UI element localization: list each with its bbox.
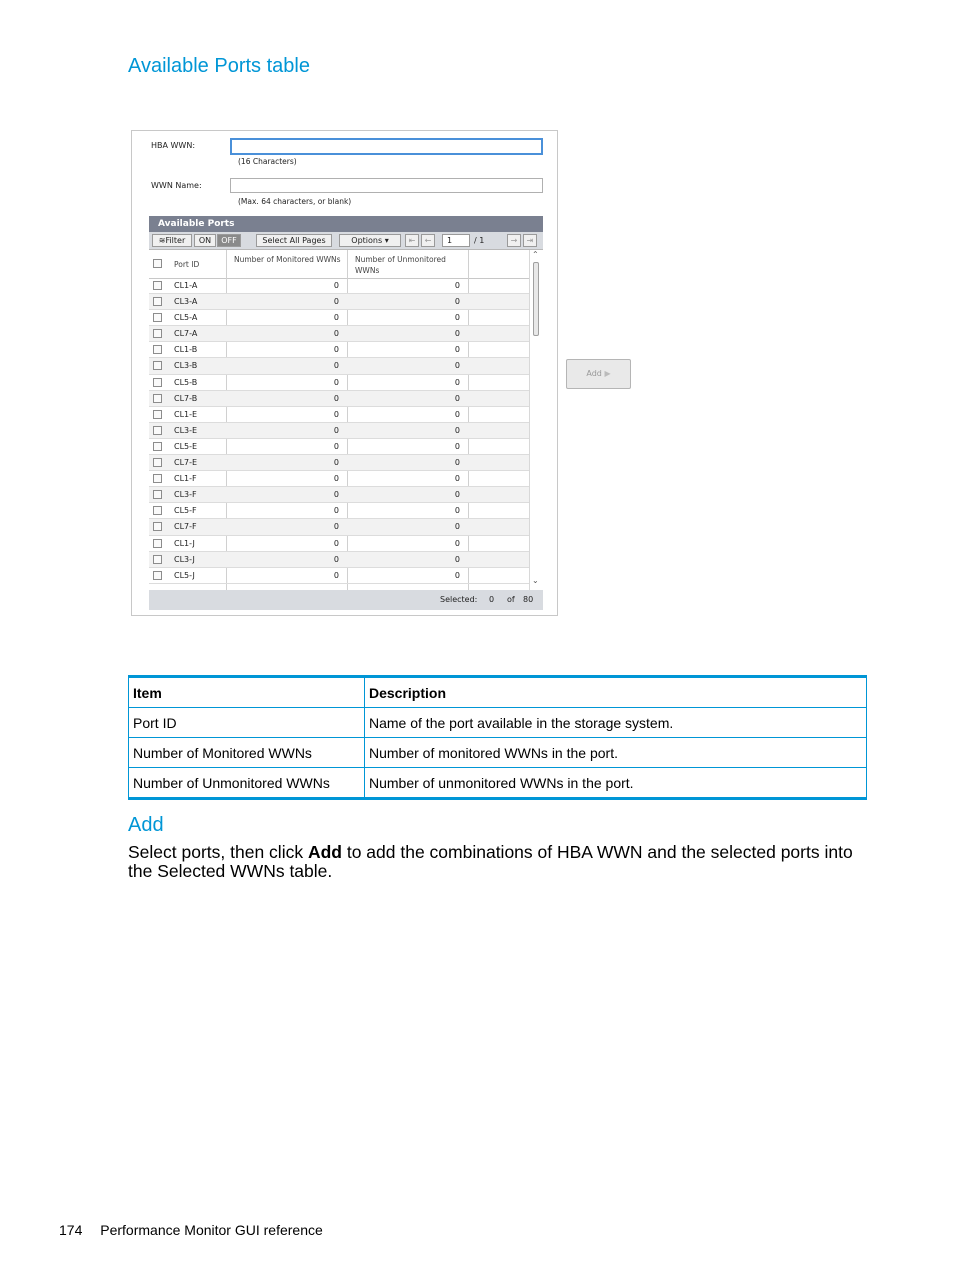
- selected-label: Selected:: [440, 595, 478, 604]
- unmonitored-cell: 0: [454, 361, 460, 371]
- table-row[interactable]: [149, 423, 529, 439]
- table-row[interactable]: [149, 471, 529, 487]
- item-description-table: [128, 675, 867, 800]
- add-button-label: Add: [586, 369, 602, 378]
- options-button[interactable]: Options ▾: [339, 234, 401, 247]
- port-id-cell: CL3-E: [174, 425, 198, 435]
- section-heading-add: Add: [128, 814, 164, 836]
- add-button[interactable]: [566, 359, 631, 389]
- row-checkbox[interactable]: [153, 378, 162, 387]
- page-footer: [59, 1222, 323, 1238]
- monitored-cell: 0: [333, 458, 339, 468]
- page-number-input[interactable]: 1: [442, 234, 470, 247]
- unmonitored-cell: 0: [454, 409, 460, 419]
- monitored-cell: 0: [333, 554, 339, 564]
- port-id-cell: CL7-B: [174, 393, 198, 403]
- select-all-checkbox[interactable]: [153, 259, 162, 268]
- port-id-cell: CL5-E: [174, 441, 198, 451]
- row-checkbox[interactable]: [153, 490, 162, 499]
- selected-count: 0: [489, 595, 495, 604]
- port-id-cell: CL1-B: [174, 345, 198, 355]
- unmonitored-cell: 0: [454, 474, 460, 484]
- table-row[interactable]: [149, 294, 529, 310]
- prev-page-icon[interactable]: ←: [421, 234, 435, 247]
- row-checkbox[interactable]: [153, 522, 162, 531]
- scroll-down-icon[interactable]: ⌄: [532, 576, 539, 585]
- monitored-cell: 0: [333, 345, 339, 355]
- monitored-cell: 0: [333, 313, 339, 323]
- monitored-cell: 0: [333, 297, 339, 307]
- page-number: 174: [59, 1222, 83, 1238]
- row-checkbox[interactable]: [153, 297, 162, 306]
- port-id-cell: CL1-F: [174, 474, 197, 484]
- port-id-cell: CL7-A: [174, 329, 198, 339]
- description-cell: Number of unmonitored WWNs in the port.: [365, 768, 867, 799]
- table-row[interactable]: [149, 358, 529, 374]
- add-text-before: Select ports, then click: [128, 842, 308, 862]
- table-row[interactable]: [149, 455, 529, 471]
- section-heading-available-ports: Available Ports table: [128, 55, 310, 77]
- wwn-name-label: WWN Name:: [151, 181, 202, 190]
- add-text-bold: Add: [307, 842, 342, 862]
- unmonitored-cell: 0: [454, 458, 460, 468]
- monitored-cell: 0: [333, 538, 339, 548]
- table-row[interactable]: [149, 536, 529, 552]
- last-page-icon[interactable]: ⇥: [523, 234, 537, 247]
- wwn-name-hint: (Max. 64 characters, or blank): [238, 197, 352, 206]
- unmonitored-cell: 0: [454, 425, 460, 435]
- monitored-cell: 0: [333, 377, 339, 387]
- ports-footer: [149, 590, 543, 610]
- item-cell: Port ID: [129, 708, 365, 738]
- page-total: / 1: [474, 236, 485, 245]
- filter-button[interactable]: ≋Filter: [152, 234, 192, 247]
- row-checkbox[interactable]: [153, 571, 162, 580]
- description-cell: Name of the port available in the storage system.: [365, 708, 867, 738]
- footer-title: Performance Monitor GUI reference: [100, 1222, 323, 1238]
- unmonitored-cell: 0: [454, 490, 460, 500]
- ports-scrollbar[interactable]: [529, 250, 543, 590]
- ports-grid-body: [149, 278, 529, 590]
- hba-wwn-label: HBA WWN:: [151, 141, 196, 150]
- table-row[interactable]: [149, 519, 529, 535]
- port-id-cell: CL3-A: [174, 297, 198, 307]
- unmonitored-cell: 0: [454, 297, 460, 307]
- header-item: Item: [129, 677, 365, 708]
- port-id-cell: CL3-F: [174, 490, 197, 500]
- add-text-after: to add the combinations of HBA WWN and the selected ports into the Selected WWNs table.: [128, 842, 853, 881]
- next-page-icon[interactable]: →: [507, 234, 521, 247]
- item-cell: Number of Monitored WWNs: [129, 738, 365, 768]
- unmonitored-cell: 0: [454, 522, 460, 532]
- row-checkbox[interactable]: [153, 313, 162, 322]
- wwn-dialog-screenshot: [131, 130, 558, 616]
- table-row[interactable]: [149, 278, 529, 294]
- monitored-cell: 0: [333, 506, 339, 516]
- col-port-id[interactable]: Port ID: [174, 260, 200, 269]
- of-label: of: [507, 595, 515, 604]
- unmonitored-cell: 0: [454, 538, 460, 548]
- row-checkbox[interactable]: [153, 329, 162, 338]
- monitored-cell: 0: [333, 570, 339, 580]
- select-all-pages-button[interactable]: Select All Pages: [256, 234, 332, 247]
- unmonitored-cell: 0: [454, 393, 460, 403]
- hba-wwn-hint: (16 Characters): [238, 157, 297, 166]
- monitored-cell: 0: [333, 409, 339, 419]
- table-row[interactable]: [149, 568, 529, 584]
- filter-on-toggle[interactable]: ON: [194, 234, 216, 247]
- port-id-cell: CL5-B: [174, 377, 198, 387]
- row-checkbox[interactable]: [153, 555, 162, 564]
- scroll-up-icon[interactable]: ⌃: [532, 250, 539, 259]
- monitored-cell: 0: [333, 329, 339, 339]
- hba-wwn-input[interactable]: [230, 138, 543, 155]
- filter-off-toggle[interactable]: OFF: [217, 234, 241, 247]
- table-row[interactable]: [149, 391, 529, 407]
- unmonitored-cell: 0: [454, 313, 460, 323]
- item-cell: Number of Unmonitored WWNs: [129, 768, 365, 799]
- table-row[interactable]: [149, 326, 529, 342]
- monitored-cell: 0: [333, 441, 339, 451]
- table-row[interactable]: [149, 342, 529, 358]
- table-row[interactable]: [149, 503, 529, 519]
- unmonitored-cell: 0: [454, 506, 460, 516]
- unmonitored-cell: 0: [454, 281, 460, 290]
- table-row[interactable]: [149, 487, 529, 503]
- row-checkbox[interactable]: [153, 394, 162, 403]
- port-id-cell: CL5-A: [174, 313, 198, 323]
- unmonitored-cell: 0: [454, 570, 460, 580]
- port-id-cell: CL1-E: [174, 409, 198, 419]
- total-count: 80: [523, 595, 534, 604]
- wwn-name-input[interactable]: [230, 178, 543, 193]
- row-checkbox[interactable]: [153, 345, 162, 354]
- table-row[interactable]: [149, 375, 529, 391]
- port-id-cell: CL7-F: [174, 522, 197, 532]
- unmonitored-cell: 0: [454, 345, 460, 355]
- port-id-cell: CL3-B: [174, 361, 198, 371]
- first-page-icon[interactable]: ⇤: [405, 234, 419, 247]
- port-id-cell: CL3-J: [174, 554, 195, 564]
- row-checkbox[interactable]: [153, 474, 162, 483]
- monitored-cell: 0: [333, 490, 339, 500]
- scroll-thumb[interactable]: [533, 262, 539, 336]
- unmonitored-cell: 0: [454, 554, 460, 564]
- table-row[interactable]: [149, 552, 529, 568]
- table-row[interactable]: [149, 310, 529, 326]
- port-id-cell: CL5-F: [174, 506, 197, 516]
- add-description: [128, 843, 858, 881]
- row-checkbox[interactable]: [153, 361, 162, 370]
- port-id-cell: CL1-A: [174, 281, 198, 290]
- row-checkbox[interactable]: [153, 426, 162, 435]
- monitored-cell: 0: [333, 281, 339, 290]
- row-checkbox[interactable]: [153, 506, 162, 515]
- port-id-cell: CL5-J: [174, 570, 195, 580]
- col-monitored-wwns[interactable]: Number of Monitored WWNs: [234, 255, 341, 264]
- table-row[interactable]: [149, 407, 529, 423]
- description-cell: Number of monitored WWNs in the port.: [365, 738, 867, 768]
- play-icon: ▶: [604, 369, 611, 378]
- row-checkbox[interactable]: [153, 539, 162, 548]
- unmonitored-cell: 0: [454, 377, 460, 387]
- monitored-cell: 0: [333, 425, 339, 435]
- unmonitored-cell: 0: [454, 329, 460, 339]
- monitored-cell: 0: [333, 361, 339, 371]
- table-row[interactable]: [149, 439, 529, 455]
- row-checkbox[interactable]: [153, 281, 162, 290]
- monitored-cell: 0: [333, 522, 339, 532]
- available-ports-title: Available Ports: [149, 216, 543, 232]
- port-id-cell: CL7-E: [174, 458, 198, 468]
- port-id-cell: CL1-J: [174, 538, 195, 548]
- available-ports-table: [149, 216, 543, 610]
- unmonitored-cell: 0: [454, 441, 460, 451]
- col-unmonitored-wwns[interactable]: Number of Unmonitored WWNs: [355, 255, 446, 275]
- monitored-cell: 0: [333, 474, 339, 484]
- ports-grid-header: [149, 250, 529, 279]
- monitored-cell: 0: [333, 393, 339, 403]
- header-description: Description: [365, 677, 867, 708]
- ports-toolbar: [149, 232, 543, 250]
- row-checkbox[interactable]: [153, 442, 162, 451]
- row-checkbox[interactable]: [153, 458, 162, 467]
- row-checkbox[interactable]: [153, 410, 162, 419]
